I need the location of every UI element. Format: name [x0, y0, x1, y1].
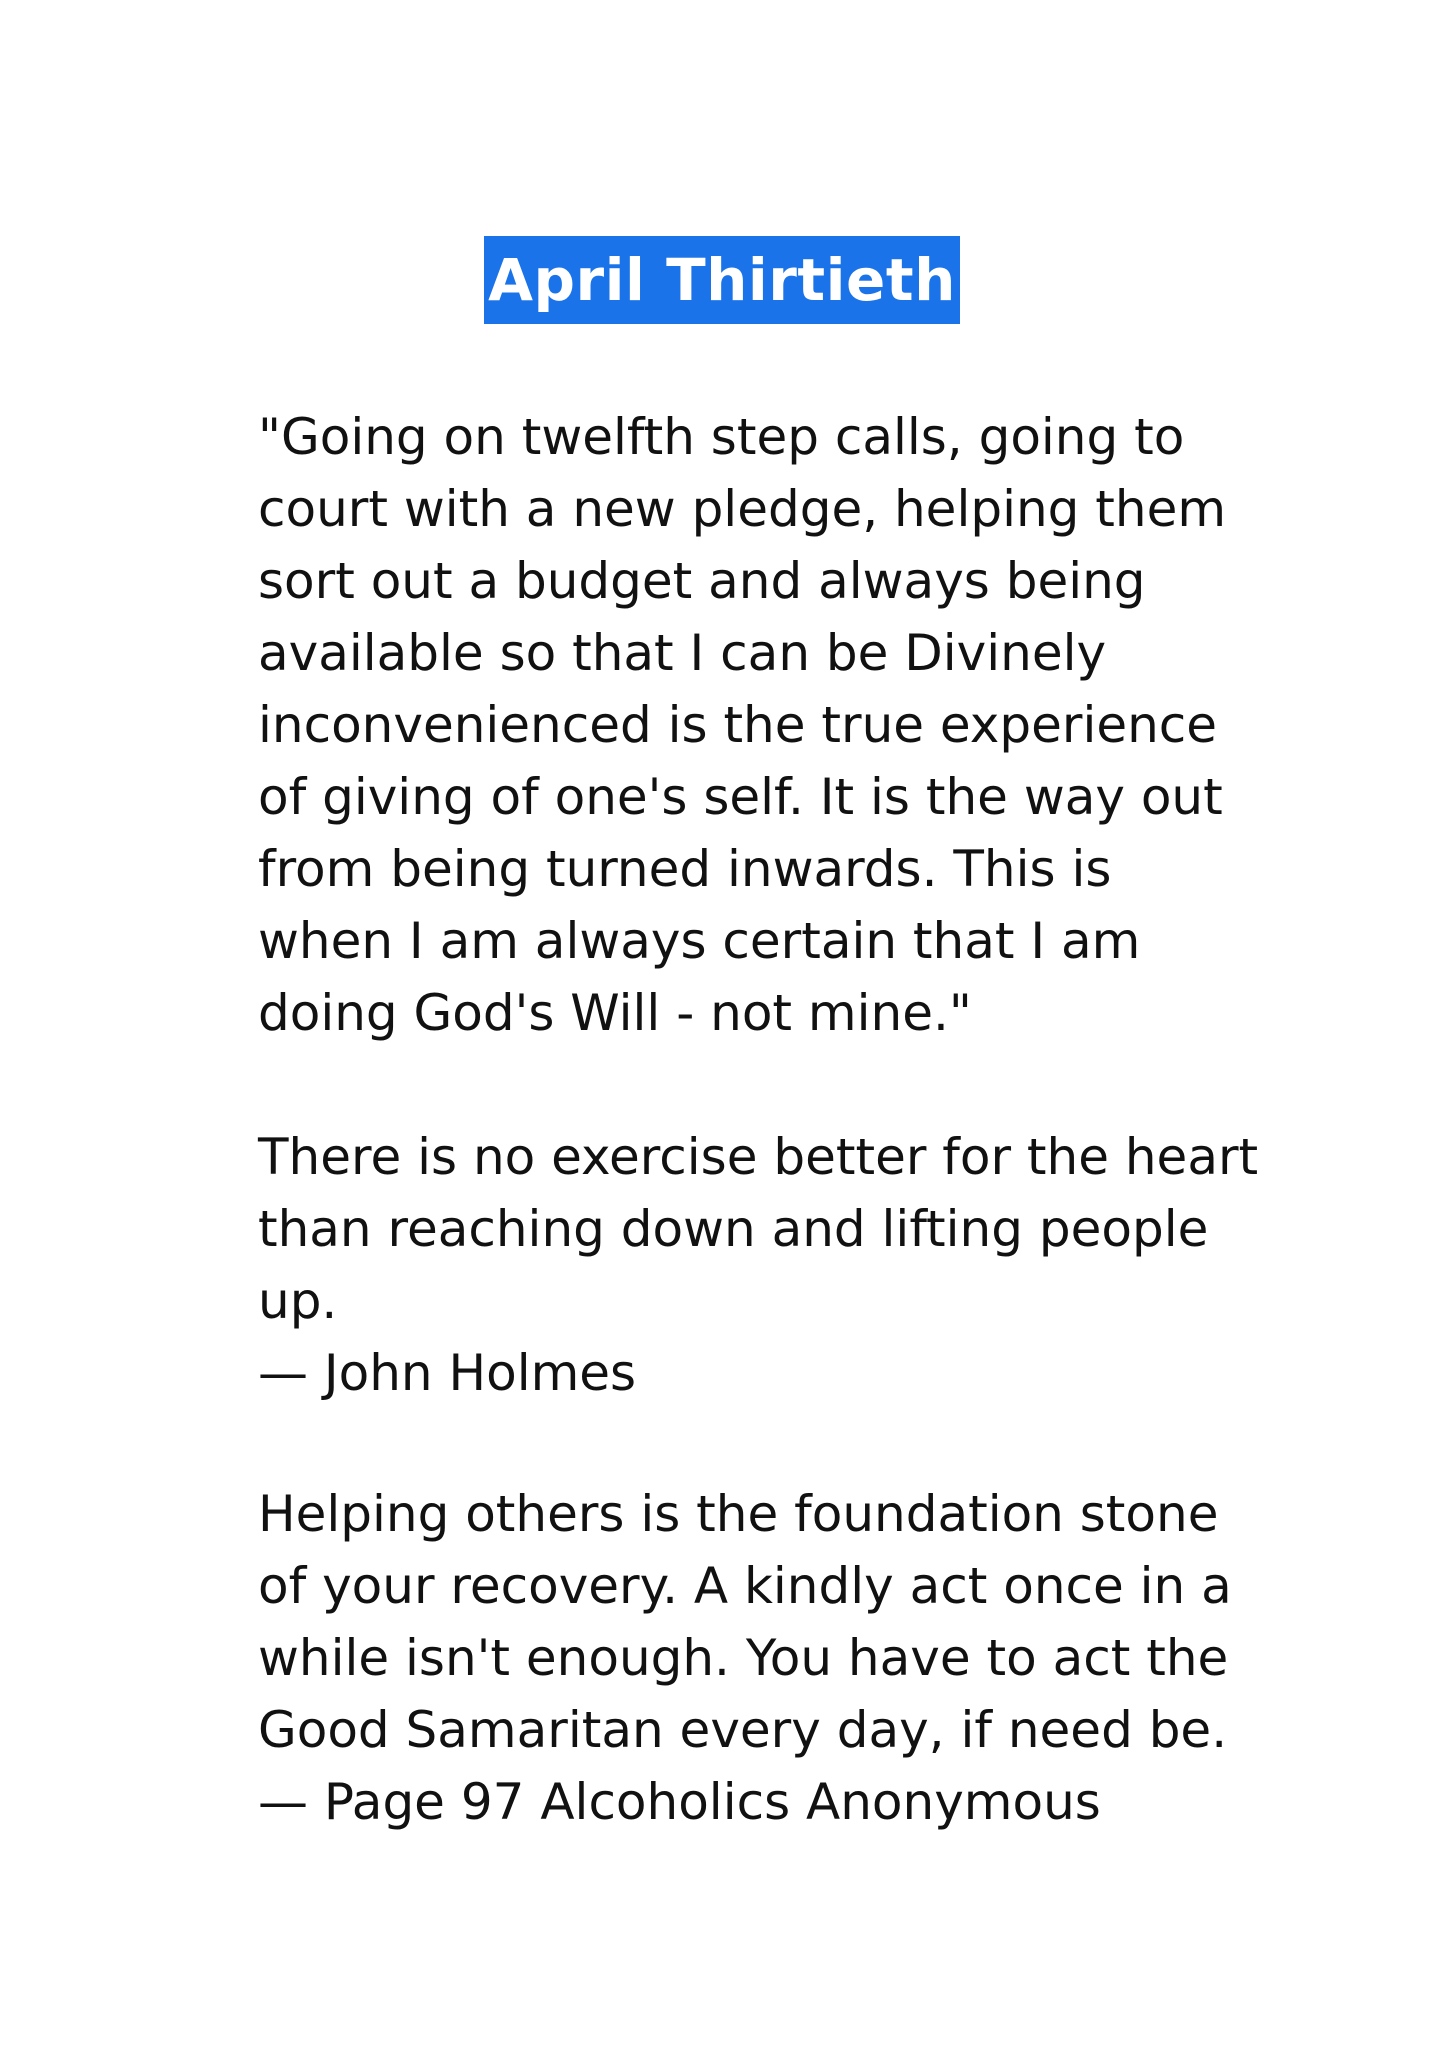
reading-line: sort out a budget and always being: [258, 552, 1146, 610]
reading-line: of giving of one's self. It is the way out: [258, 768, 1223, 826]
reading-line: when I am always certain that I am: [258, 912, 1141, 970]
reading-line: available so that I can be Divinely: [258, 624, 1107, 682]
excerpt-attribution: — Page 97 Alcoholics Anonymous: [258, 1773, 1101, 1831]
quote-attribution: — John Holmes: [258, 1344, 637, 1402]
title-container: [0, 236, 1444, 324]
reading-line: inconvenienced is the true experience: [258, 696, 1218, 754]
daily-reading: [258, 401, 1258, 1049]
quote-line: There is no exercise better for the heart: [258, 1128, 1259, 1186]
excerpt-line: Good Samaritan every day, if need be.: [258, 1701, 1228, 1759]
big-book-excerpt: [258, 1478, 1258, 1838]
quote-block: [258, 1121, 1258, 1409]
reading-line: from being turned inwards. This is: [258, 840, 1112, 898]
reading-line: court with a new pledge, helping them: [258, 480, 1227, 538]
page-title: April Thirtieth: [484, 236, 960, 324]
quote-line: up.: [258, 1272, 338, 1330]
reading-line: doing God's Will - not mine.": [258, 984, 972, 1042]
quote-line: than reaching down and lifting people: [258, 1200, 1209, 1258]
excerpt-line: of your recovery. A kindly act once in a: [258, 1557, 1232, 1615]
excerpt-line: Helping others is the foundation stone: [258, 1485, 1219, 1543]
reading-line: "Going on twelfth step calls, going to: [258, 408, 1185, 466]
excerpt-line: while isn't enough. You have to act the: [258, 1629, 1229, 1687]
